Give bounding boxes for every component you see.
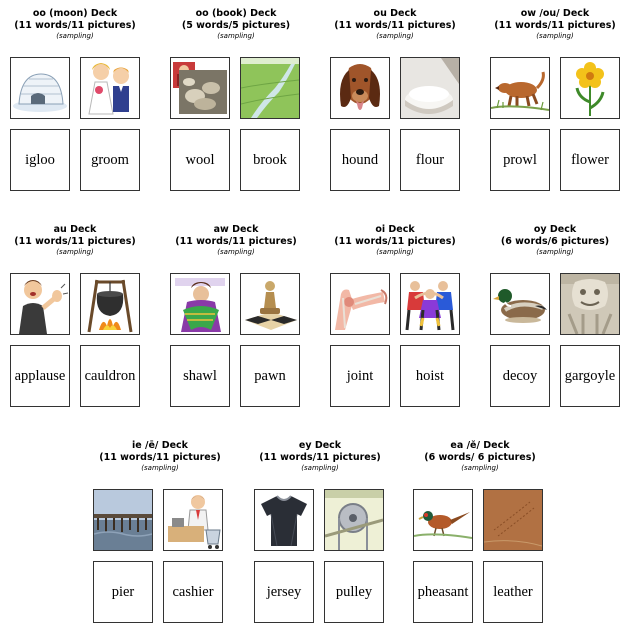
word-card[interactable]: decoy <box>490 345 550 407</box>
deck-ey <box>245 440 395 480</box>
deck-count: (11 words/11 pictures) <box>334 20 456 31</box>
deck-ie <box>85 440 235 480</box>
prowling-animal-picture[interactable] <box>490 57 550 119</box>
igloo-icon <box>11 58 69 118</box>
word-card[interactable]: igloo <box>10 129 70 191</box>
deck-title: ou Deck <box>373 8 417 19</box>
deck-count: (11 words/11 pictures) <box>14 236 136 247</box>
leather-picture[interactable] <box>483 489 543 551</box>
deck-oo-moon <box>0 8 150 48</box>
deck-oo-book <box>161 8 311 48</box>
deck-sampling-note: (sampling) <box>376 32 414 40</box>
word-card[interactable]: pawn <box>240 345 300 407</box>
duck-decoy-picture[interactable] <box>490 273 550 335</box>
deck-count: (11 words/11 pictures) <box>334 236 456 247</box>
cashier-icon <box>164 490 222 550</box>
word-card[interactable]: pulley <box>324 561 384 623</box>
pawn-icon <box>241 274 299 334</box>
flower-icon <box>561 58 619 118</box>
deck-count: (11 words/11 pictures) <box>99 452 221 463</box>
hound-dog-picture[interactable] <box>330 57 390 119</box>
deck-title: oy Deck <box>533 224 577 235</box>
decoy-icon <box>491 274 549 334</box>
word-card[interactable]: brook <box>240 129 300 191</box>
deck-title: oi Deck <box>375 224 415 235</box>
jersey-icon <box>255 490 313 550</box>
flower-picture[interactable] <box>560 57 620 119</box>
leather-icon <box>484 490 542 550</box>
word-card[interactable]: flower <box>560 129 620 191</box>
word-card[interactable]: hound <box>330 129 390 191</box>
word-card[interactable]: shawl <box>170 345 230 407</box>
deck-title: aw Deck <box>213 224 259 235</box>
word-card[interactable]: applause <box>10 345 70 407</box>
pier-picture[interactable] <box>93 489 153 551</box>
deck-ea <box>405 440 555 480</box>
deck-count: (11 words/11 pictures) <box>175 236 297 247</box>
bride-and-groom-picture[interactable] <box>80 57 140 119</box>
bride-groom-icon <box>81 58 139 118</box>
deck-ou <box>320 8 470 48</box>
deck-count: (11 words/11 pictures) <box>14 20 136 31</box>
word-card[interactable]: hoist <box>400 345 460 407</box>
prowling-animal-icon <box>491 58 549 118</box>
cauldron-icon <box>81 274 139 334</box>
deck-title: ey Deck <box>298 440 342 451</box>
word-card[interactable]: cashier <box>163 561 223 623</box>
deck-count: (11 words/11 pictures) <box>259 452 381 463</box>
deck-title: oo (book) Deck <box>195 8 277 19</box>
cashier-picture[interactable] <box>163 489 223 551</box>
deck-oy <box>480 224 629 264</box>
deck-sampling-note: (sampling) <box>376 248 414 256</box>
word-card[interactable]: wool <box>170 129 230 191</box>
deck-count: (5 words/5 pictures) <box>181 20 291 31</box>
brook-icon <box>241 58 299 118</box>
deck-title: ea /ĕ/ Deck <box>450 440 510 451</box>
gargoyle-picture[interactable] <box>560 273 620 335</box>
deck-sampling-note: (sampling) <box>217 32 255 40</box>
word-card[interactable]: jersey <box>254 561 314 623</box>
deck-au <box>0 224 150 264</box>
hoist-picture[interactable] <box>400 273 460 335</box>
deck-sampling-note: (sampling) <box>141 464 179 472</box>
deck-aw <box>161 224 311 264</box>
deck-ow <box>480 8 629 48</box>
deck-title: ie /ē/ Deck <box>132 440 188 451</box>
deck-sampling-note: (sampling) <box>461 464 499 472</box>
arm-joint-icon <box>331 274 389 334</box>
deck-oi <box>320 224 470 264</box>
hoist-icon <box>401 274 459 334</box>
word-card[interactable]: joint <box>330 345 390 407</box>
pulley-icon <box>325 490 383 550</box>
word-card[interactable]: pheasant <box>413 561 473 623</box>
jersey-picture[interactable] <box>254 489 314 551</box>
deck-count: (11 words/11 pictures) <box>494 20 616 31</box>
word-card[interactable]: groom <box>80 129 140 191</box>
cauldron-picture[interactable] <box>80 273 140 335</box>
flour-picture[interactable] <box>400 57 460 119</box>
deck-count: (6 words/ 6 pictures) <box>424 452 536 463</box>
gargoyle-icon <box>561 274 619 334</box>
deck-sampling-note: (sampling) <box>301 464 339 472</box>
deck-sampling-note: (sampling) <box>536 32 574 40</box>
pheasant-picture[interactable] <box>413 489 473 551</box>
pheasant-icon <box>414 490 472 550</box>
deck-title: au Deck <box>53 224 97 235</box>
woman-in-shawl-picture[interactable] <box>170 273 230 335</box>
shawl-icon <box>171 274 229 334</box>
brook-picture[interactable] <box>240 57 300 119</box>
clapping-man-icon <box>11 274 69 334</box>
deck-sampling-note: (sampling) <box>536 248 574 256</box>
word-card[interactable]: cauldron <box>80 345 140 407</box>
arm-joint-picture[interactable] <box>330 273 390 335</box>
sheep-wool-picture[interactable] <box>170 57 230 119</box>
deck-title: ow /ou/ Deck <box>520 8 590 19</box>
deck-sampling-note: (sampling) <box>56 248 94 256</box>
chess-pawn-picture[interactable] <box>240 273 300 335</box>
clapping-man-picture[interactable] <box>10 273 70 335</box>
sheep-icon <box>171 58 229 118</box>
deck-count: (6 words/6 pictures) <box>500 236 610 247</box>
igloo-picture[interactable] <box>10 57 70 119</box>
deck-title: oo (moon) Deck <box>32 8 118 19</box>
deck-sampling-note: (sampling) <box>56 32 94 40</box>
pulley-picture[interactable] <box>324 489 384 551</box>
deck-sampling-note: (sampling) <box>217 248 255 256</box>
word-card[interactable]: pier <box>93 561 153 623</box>
pier-icon <box>94 490 152 550</box>
flour-icon <box>401 58 459 118</box>
word-card[interactable]: prowl <box>490 129 550 191</box>
hound-icon <box>331 58 389 118</box>
word-card[interactable]: leather <box>483 561 543 623</box>
word-card[interactable]: gargoyle <box>560 345 620 407</box>
word-card[interactable]: flour <box>400 129 460 191</box>
